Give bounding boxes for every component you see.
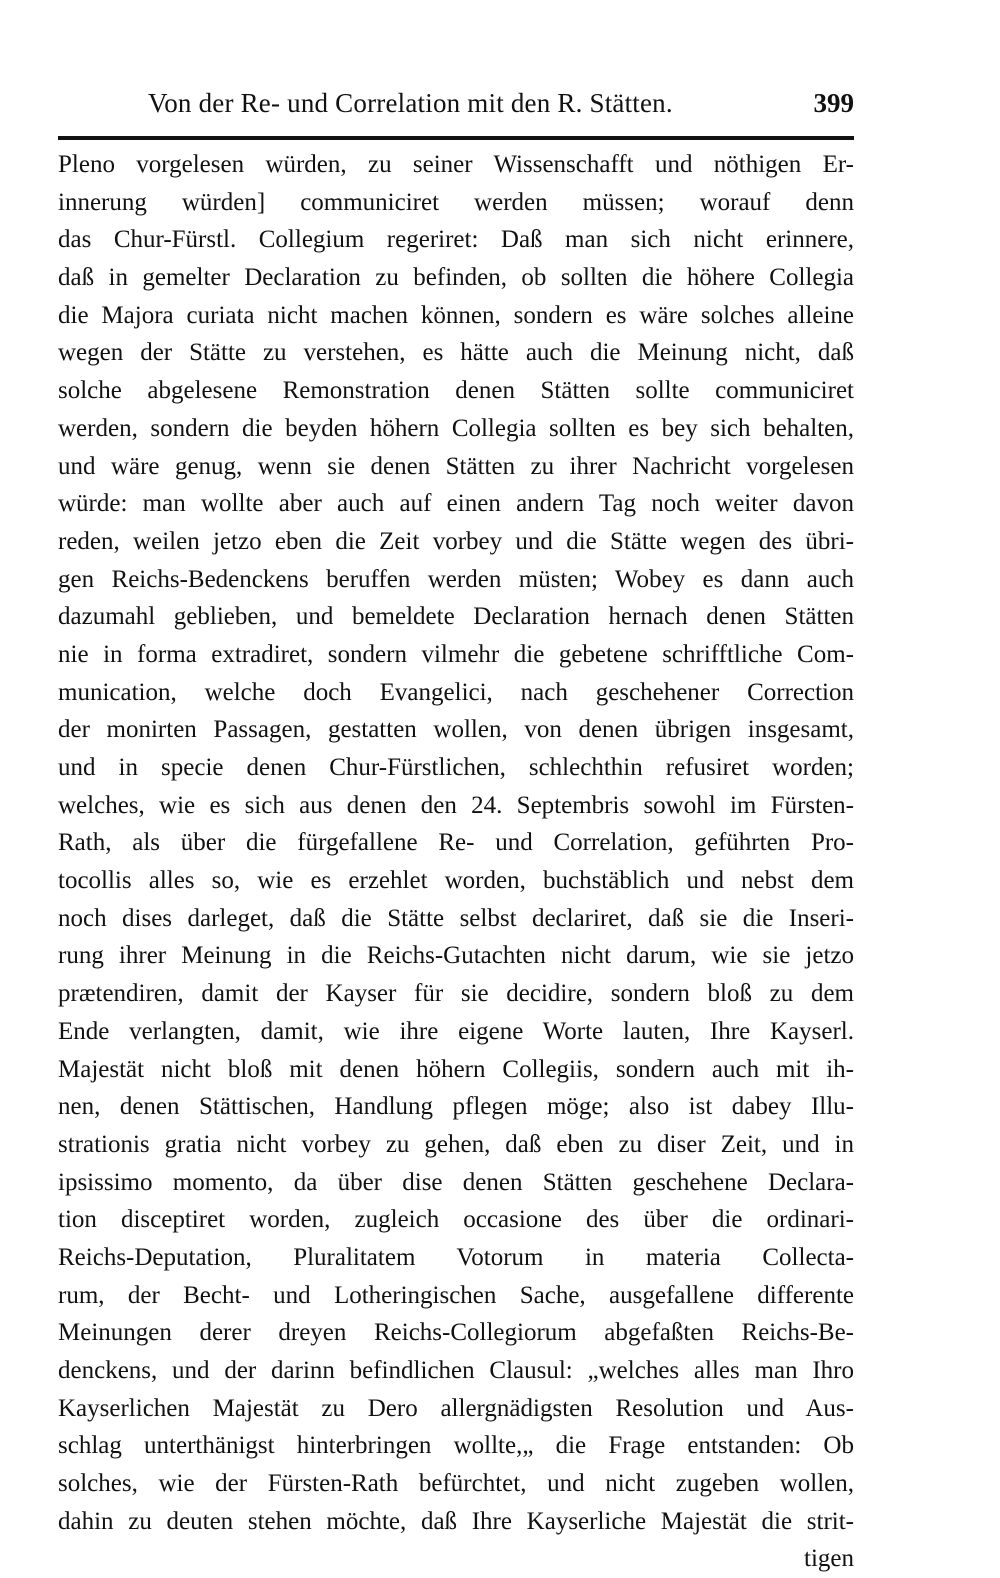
text-line: reden, weilen jetzo eben die Zeit vorbey und die Stätte wegen des übri-: [58, 527, 854, 555]
text-line: noch dises darleget, daß die Stätte selbst declariret, daß sie die Inseri-: [58, 904, 854, 932]
catchword: tigen: [804, 1545, 854, 1573]
text-line: solche abgelesene Remonstration denen Stätten sollte communiciret: [58, 377, 854, 405]
text-line: werden, sondern die beyden höhern Collegia sollten es bey sich behalten,: [58, 414, 854, 442]
text-line: munication, welche doch Evangelici, nach geschehener Correction: [58, 678, 854, 706]
text-line: welches, wie es sich aus denen den 24. Septembris sowohl im Fürsten-: [58, 791, 854, 819]
text-line: solches, wie der Fürsten-Rath befürchtet, und nicht zugeben wollen,: [58, 1470, 854, 1498]
text-line: tion disceptiret worden, zugleich occasione des über die ordinari-: [58, 1206, 854, 1234]
text-line: tocollis alles so, wie es erzehlet worden, buchstäblich und nebst dem: [58, 867, 854, 895]
text-line: rum, der Becht- und Lotheringischen Sache, ausgefallene differente: [58, 1281, 854, 1309]
header-rule: [58, 136, 854, 140]
text-line: und wäre genug, wenn sie denen Stätten zu ihrer Nachricht vorgelesen: [58, 452, 854, 480]
text-line: Ende verlangten, damit, wie ihre eigene Worte lauten, Ihre Kayserl.: [58, 1017, 854, 1045]
text-line: Meinungen derer dreyen Reichs-Collegiorum abgefaßten Reichs-Be-: [58, 1319, 854, 1347]
text-line: die Majora curiata nicht machen können, sondern es wäre solches alleine: [58, 301, 854, 329]
text-line: Rath, als über die fürgefallene Re- und Correlation, geführten Pro-: [58, 829, 854, 857]
text-line: ipsissimo momento, da über dise denen Stätten geschehene Declara-: [58, 1168, 854, 1196]
text-line: wegen der Stätte zu verstehen, es hätte auch die Meinung nicht, daß: [58, 339, 854, 367]
text-line: und in specie denen Chur-Fürstlichen, schlechthin refusiret worden;: [58, 754, 854, 781]
text-line: der monirten Passagen, gestatten wollen, von denen übrigen insgesamt,: [58, 716, 854, 744]
text-line: rung ihrer Meinung in die Reichs-Gutachten nicht darum, wie sie jetzo: [58, 942, 854, 970]
text-line: Majestät nicht bloß mit denen höhern Collegiis, sondern auch mit ih-: [58, 1055, 854, 1083]
text-line: strationis gratia nicht vorbey zu gehen, daß eben zu diser Zeit, und in: [58, 1130, 854, 1158]
text-line: nie in forma extradiret, sondern vilmehr die gebetene schrifftliche Com-: [58, 640, 854, 668]
text-line: würde: man wollte aber auch auf einen andern Tag noch weiter davon: [58, 490, 854, 518]
text-line: dahin zu deuten stehen möchte, daß Ihre Kayserliche Majestät die strit-: [58, 1507, 854, 1535]
text-line: prætendiren, damit der Kayser für sie decidire, sondern bloß zu dem: [58, 980, 854, 1008]
text-line: Reichs-Deputation, Pluralitatem Votorum in materia Collecta-: [58, 1243, 854, 1271]
body-text: [58, 146, 854, 1578]
text-line: innerung würden] communiciret werden müssen; worauf denn: [58, 188, 854, 216]
text-line: das Chur-Fürstl. Collegium regeriret: Daß man sich nicht erinnere,: [58, 226, 854, 254]
text-line: dazumahl geblieben, und bemeldete Declaration hernach denen Stätten: [58, 603, 854, 631]
page-number: 399: [813, 88, 854, 118]
text-line: schlag unterthänigst hinterbringen wollte,„ die Frage entstanden: Ob: [58, 1432, 854, 1460]
text-line: denckens, und der darinn befindlichen Clausul: „welches alles man Ihro: [58, 1357, 854, 1384]
text-line: nen, denen Stättischen, Handlung pflegen möge; also ist dabey Illu-: [58, 1093, 854, 1121]
running-head: [58, 88, 854, 132]
text-line: Pleno vorgelesen würden, zu seiner Wissenschafft und nöthigen Er-: [58, 151, 854, 178]
text-line: daß in gemelter Declaration zu befinden, ob sollten die höhere Collegia: [58, 264, 854, 292]
text-line: gen Reichs-Bedenckens beruffen werden müsten; Wobey es dann auch: [58, 565, 854, 593]
text-line: Kayserlichen Majestät zu Dero allergnädigsten Resolution und Aus-: [58, 1394, 854, 1422]
running-title: Von der Re- und Correlation mit den R. Stätten.: [148, 88, 673, 118]
